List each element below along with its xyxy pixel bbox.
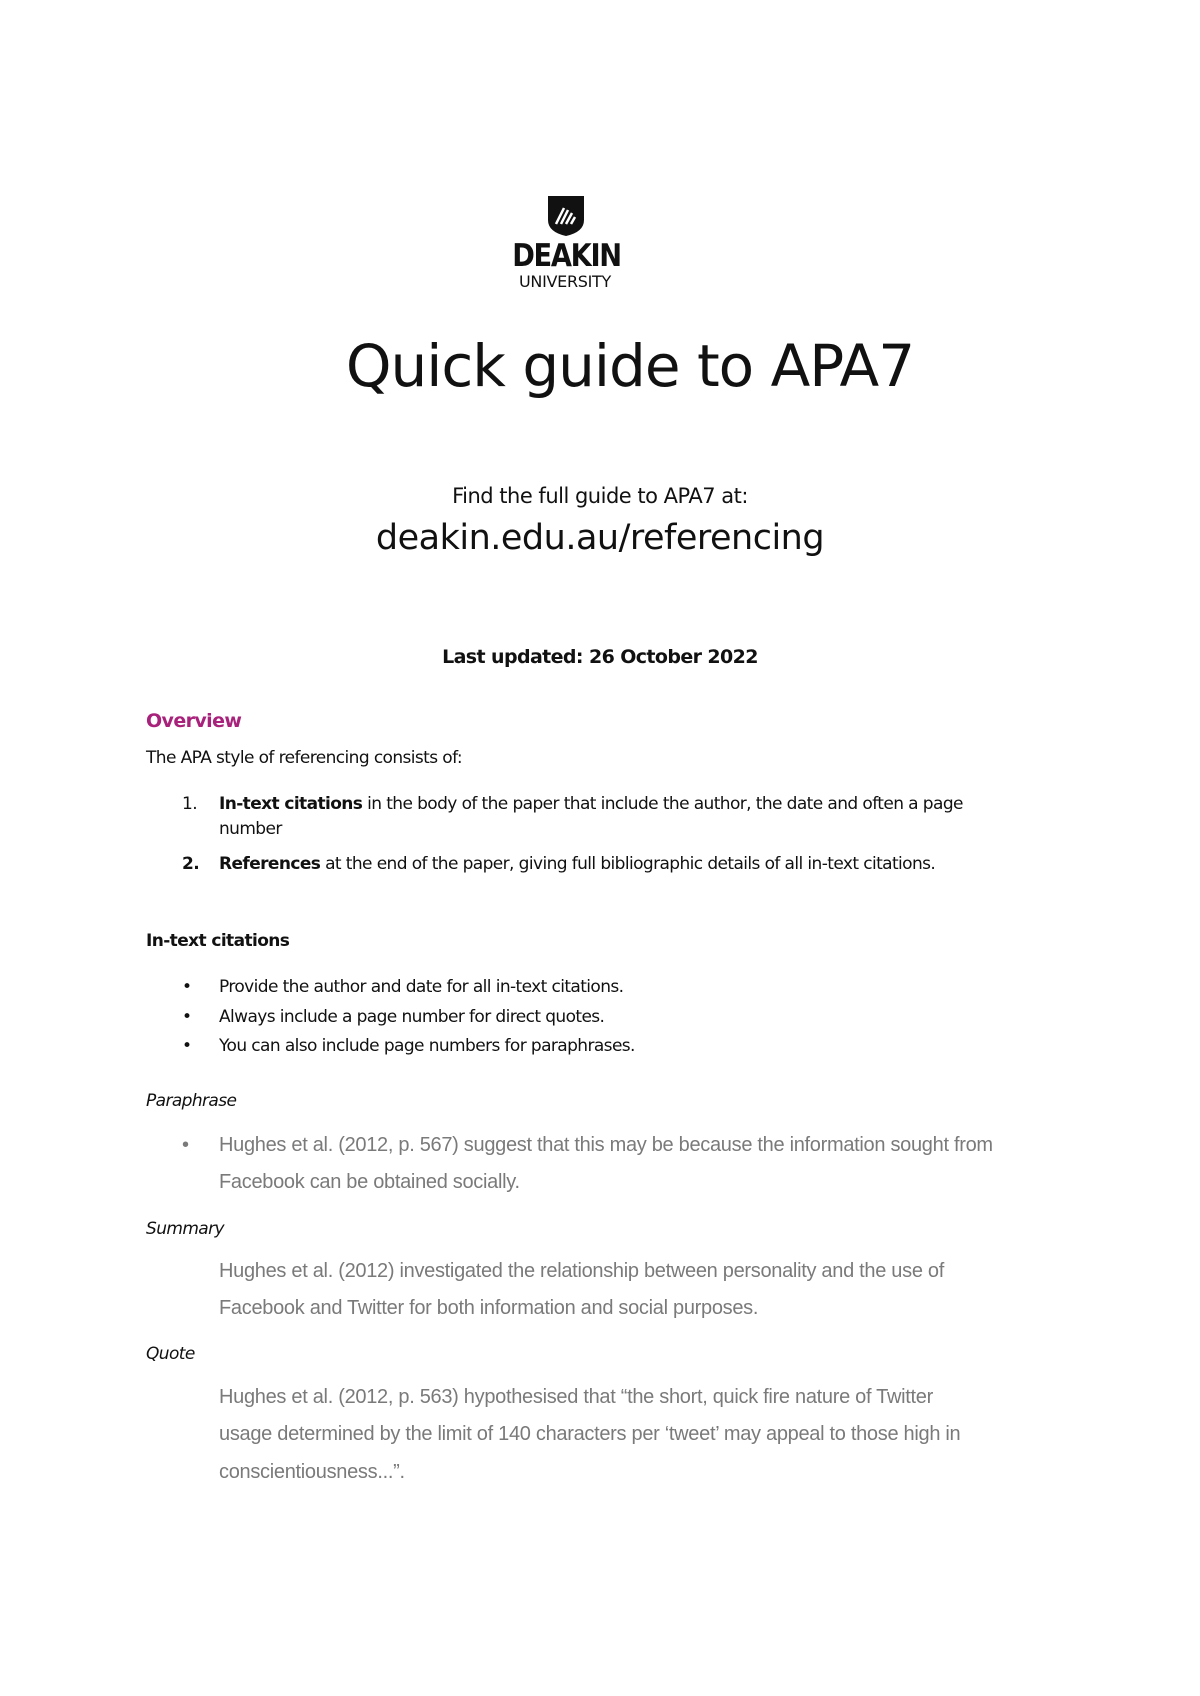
paraphrase-label: Paraphrase [146, 1091, 237, 1111]
shield-icon [548, 196, 584, 236]
summary-line: Facebook and Twitter for both information and social purposes. [219, 1297, 759, 1319]
bullet-icon: • [182, 977, 192, 997]
logo-word-university: UNIVERSITY [519, 272, 611, 291]
last-updated: Last updated: 26 October 2022 [442, 646, 758, 668]
item-text: in the body of the paper that include the author, the date and often a page [362, 794, 963, 814]
bullet-text: You can also include page numbers for paraphrases. [219, 1036, 635, 1056]
bullet-text: Provide the author and date for all in-text citations. [219, 977, 624, 997]
quote-line: conscientiousness...”. [219, 1461, 405, 1483]
bullet-icon: • [182, 1036, 192, 1056]
item-bold: References [219, 854, 321, 874]
paraphrase-line: Facebook can be obtained socially. [219, 1171, 520, 1193]
paraphrase-line: Hughes et al. (2012, p. 567) suggest that this may be because the information sought from [219, 1134, 993, 1156]
item-bold: In-text citations [219, 794, 363, 814]
quote-line: Hughes et al. (2012, p. 563) hypothesised that “the short, quick fire nature of Twitter [219, 1386, 933, 1408]
item-text-cont: number [219, 819, 282, 839]
page-title: Quick guide to APA7 [345, 332, 915, 400]
bullet-icon: • [182, 1134, 189, 1156]
summary-line: Hughes et al. (2012) investigated the relationship between personality and the use of [219, 1260, 944, 1282]
bullet-text: Always include a page number for direct quotes. [219, 1007, 605, 1027]
logo-word-deakin: DEAKIN [512, 238, 621, 274]
referencing-url[interactable]: deakin.edu.au/referencing [375, 518, 825, 558]
item-text: at the end of the paper, giving full bibliographic details of all in-text citations. [320, 854, 936, 874]
bullet-item [182, 1007, 604, 1027]
list-item [182, 854, 1042, 874]
overview-heading: Overview [146, 710, 242, 732]
summary-label: Summary [146, 1219, 224, 1239]
list-number: 2. [182, 854, 200, 874]
list-number: 1. [182, 794, 198, 814]
bullet-icon: • [182, 1007, 192, 1027]
intext-heading: In-text citations [146, 931, 290, 951]
find-guide-text: Find the full guide to APA7 at: [452, 484, 748, 508]
bullet-item [182, 977, 623, 997]
deakin-logo [505, 194, 625, 294]
overview-intro: The APA style of referencing consists of: [146, 748, 463, 768]
quote-line: usage determined by the limit of 140 characters per ‘tweet’ may appeal to those high in [219, 1423, 961, 1445]
bullet-item [182, 1036, 635, 1056]
list-item [182, 794, 1042, 844]
quote-label: Quote [146, 1344, 195, 1364]
